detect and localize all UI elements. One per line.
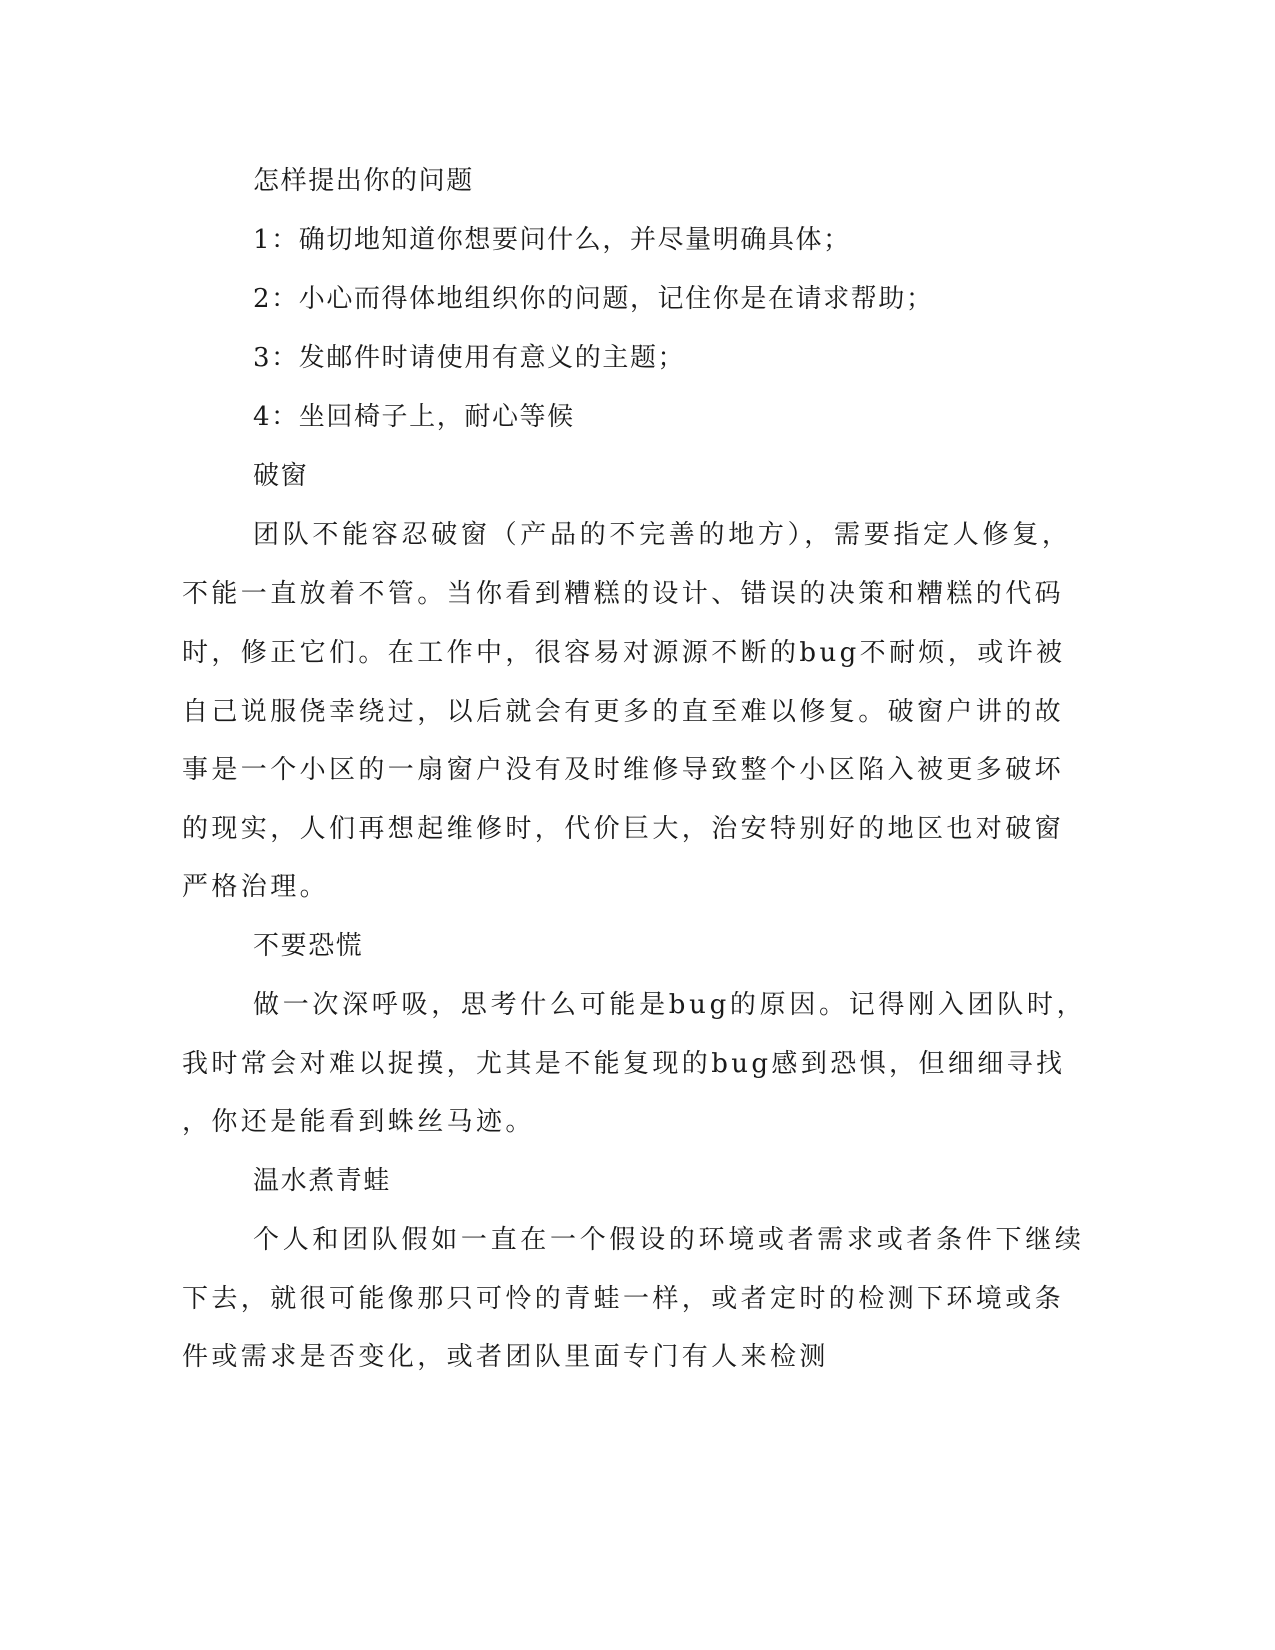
list-item-3: 3：发邮件时请使用有意义的主题； bbox=[253, 343, 686, 373]
section-heading-boiling-frog: 温水煮青蛙 bbox=[253, 1166, 392, 1196]
section-heading-broken-window: 破窗 bbox=[253, 461, 309, 491]
paragraph-broken-window-line-1: 团队不能容忍破窗（产品的不完善的地方），需要指定人修复， bbox=[253, 520, 1072, 550]
paragraph-broken-window-line-2: 不能一直放着不管。当你看到糟糕的设计、错误的决策和糟糕的代码 bbox=[182, 579, 1065, 609]
paragraph-broken-window-line-6: 的现实，人们再想起维修时，代价巨大，治安特别好的地区也对破窗 bbox=[182, 814, 1065, 844]
paragraph-broken-window-line-3: 时，修正它们。在工作中，很容易对源源不断的bug不耐烦，或许被 bbox=[182, 638, 1066, 668]
section-heading-ask-questions: 怎样提出你的问题 bbox=[253, 166, 474, 196]
list-item-1: 1：确切地知道你想要问什么，并尽量明确具体； bbox=[253, 225, 851, 255]
paragraph-dont-panic-line-3: ，你还是能看到蛛丝马迹。 bbox=[182, 1107, 535, 1137]
list-item-2: 2：小心而得体地组织你的问题，记住你是在请求帮助； bbox=[253, 284, 934, 314]
section-heading-dont-panic: 不要恐慌 bbox=[253, 931, 364, 961]
paragraph-broken-window-line-7: 严格治理。 bbox=[182, 872, 330, 902]
paragraph-broken-window-line-4: 自己说服侥幸绕过，以后就会有更多的直至难以修复。破窗户讲的故 bbox=[182, 697, 1065, 727]
paragraph-broken-window-line-5: 事是一个小区的一扇窗户没有及时维修导致整个小区陷入被更多破坏 bbox=[182, 755, 1065, 785]
paragraph-dont-panic-line-2: 我时常会对难以捉摸，尤其是不能复现的bug感到恐惧，但细细寻找 bbox=[182, 1049, 1066, 1079]
paragraph-boiling-frog-line-3: 件或需求是否变化，或者团队里面专门有人来检测 bbox=[182, 1342, 829, 1372]
paragraph-dont-panic-line-1: 做一次深呼吸，思考什么可能是bug的原因。记得刚入团队时， bbox=[253, 990, 1087, 1020]
list-item-4: 4：坐回椅子上，耐心等候 bbox=[253, 402, 575, 432]
paragraph-boiling-frog-line-2: 下去，就很可能像那只可怜的青蛙一样，或者定时的检测下环境或条 bbox=[182, 1284, 1065, 1314]
paragraph-boiling-frog-line-1: 个人和团队假如一直在一个假设的环境或者需求或者条件下继续 bbox=[253, 1225, 1085, 1255]
